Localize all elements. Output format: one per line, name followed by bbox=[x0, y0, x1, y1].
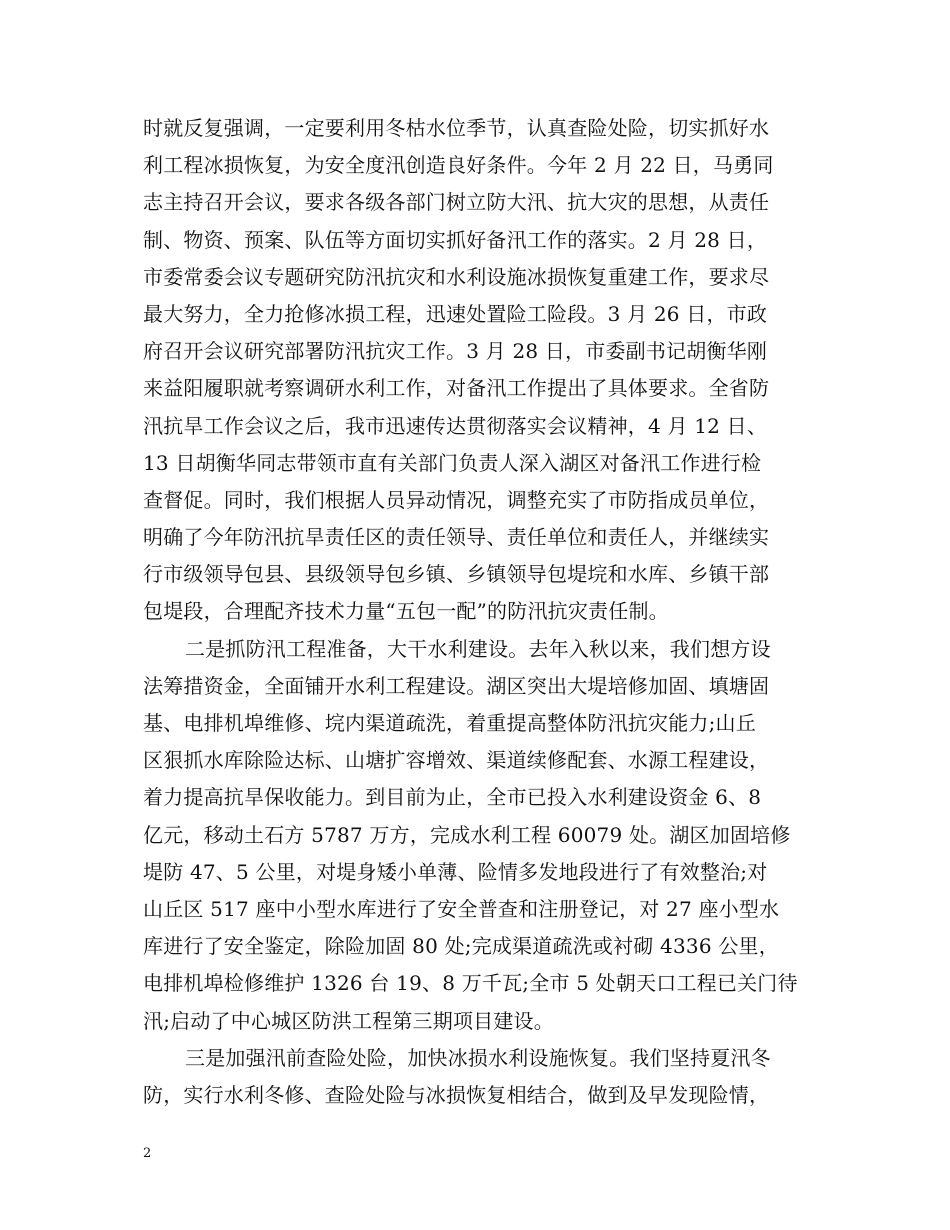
text-line: 13 日胡衡华同志带领市直有关部门负责人深入湖区对备汛工作进行检 bbox=[143, 450, 762, 475]
text-line: 着力提高抗旱保收能力。到目前为止，全市已投入水利建设资金 6、8 bbox=[143, 785, 762, 810]
text-line: 基、电排机埠维修、垸内渠道疏洗，着重提高整体防汛抗灾能力;山丘 bbox=[143, 711, 756, 735]
text-line: 包堤段，合理配齐技术力量“五包一配”的防汛抗灾责任制。 bbox=[143, 599, 669, 624]
text-line: 来益阳履职就考察调研水利工作，对备汛工作提出了具体要求。全省防 bbox=[143, 376, 770, 401]
text-line: 志主持召开会议，要求各级各部门树立防大汛、抗大灾的思想，从责任 bbox=[143, 190, 770, 215]
text-line: 时就反复强调，一定要利用冬枯水位季节，认真查险处险，切实抓好水 bbox=[143, 116, 770, 140]
text-line: 利工程冰损恢复，为安全度汛创造良好条件。今年 2 月 22 日，马勇同 bbox=[143, 153, 774, 178]
paragraph-start-line: 三是加强汛前查险处险，加快冰损水利设施恢复。我们坚持夏汛冬 bbox=[185, 1045, 771, 1070]
text-line: 电排机埠检修维护 1326 台 19、8 万千瓦;全市 5 处朝天口工程已关门待 bbox=[143, 971, 798, 996]
text-line: 市委常委会议专题研究防汛抗灾和水利设施冰损恢复重建工作，要求尽 bbox=[143, 264, 770, 289]
page-number: 2 bbox=[143, 1146, 152, 1161]
text-line: 区狠抓水库除险达标、山塘扩容增效、渠道续修配套、水源工程建设， bbox=[143, 748, 770, 773]
text-line: 库进行了安全鉴定，除险加固 80 处;完成渠道疏洗或衬砌 4336 公里， bbox=[143, 934, 779, 959]
body-text bbox=[143, 110, 823, 1114]
text-line: 堤防 47、5 公里，对堤身矮小单薄、险情多发地段进行了有效整治;对 bbox=[143, 859, 768, 884]
text-line: 亿元，移动土石方 5787 万方，完成水利工程 60079 处。湖区加固培修 bbox=[143, 822, 791, 847]
text-line: 制、物资、预案、队伍等方面切实抓好备汛工作的落实。2 月 28 日， bbox=[143, 227, 768, 252]
text-line: 法筹措资金，全面铺开水利工程建设。湖区突出大堤培修加固、填塘固 bbox=[143, 673, 770, 698]
paragraph-start-line: 二是抓防汛工程准备，大干水利建设。去年入秋以来，我们想方设 bbox=[185, 636, 771, 661]
text-line: 府召开会议研究部署防汛抗灾工作。3 月 28 日，市委副书记胡衡华刚 bbox=[143, 339, 768, 364]
text-line: 明确了今年防汛抗旱责任区的责任领导、责任单位和责任人，并继续实 bbox=[143, 525, 770, 550]
text-line: 行市级领导包县、县级领导包乡镇、乡镇领导包堤垸和水库、乡镇干部 bbox=[143, 562, 770, 587]
text-line: 最大努力，全力抢修冰损工程，迅速处置险工险段。3 月 26 日，市政 bbox=[143, 301, 768, 326]
text-line: 汛;启动了中心城区防洪工程第三期项目建设。 bbox=[143, 1008, 554, 1033]
text-line: 山丘区 517 座中小型水库进行了安全普查和注册登记，对 27 座小型水 bbox=[143, 896, 780, 921]
text-line: 查督促。同时，我们根据人员异动情况，调整充实了市防指成员单位， bbox=[143, 487, 770, 512]
text-line: 防，实行水利冬修、查险处险与冰损恢复相结合，做到及早发现险情， bbox=[143, 1082, 770, 1107]
text-line: 汛抗旱工作会议之后，我市迅速传达贯彻落实会议精神，4 月 12 日、 bbox=[143, 413, 768, 438]
